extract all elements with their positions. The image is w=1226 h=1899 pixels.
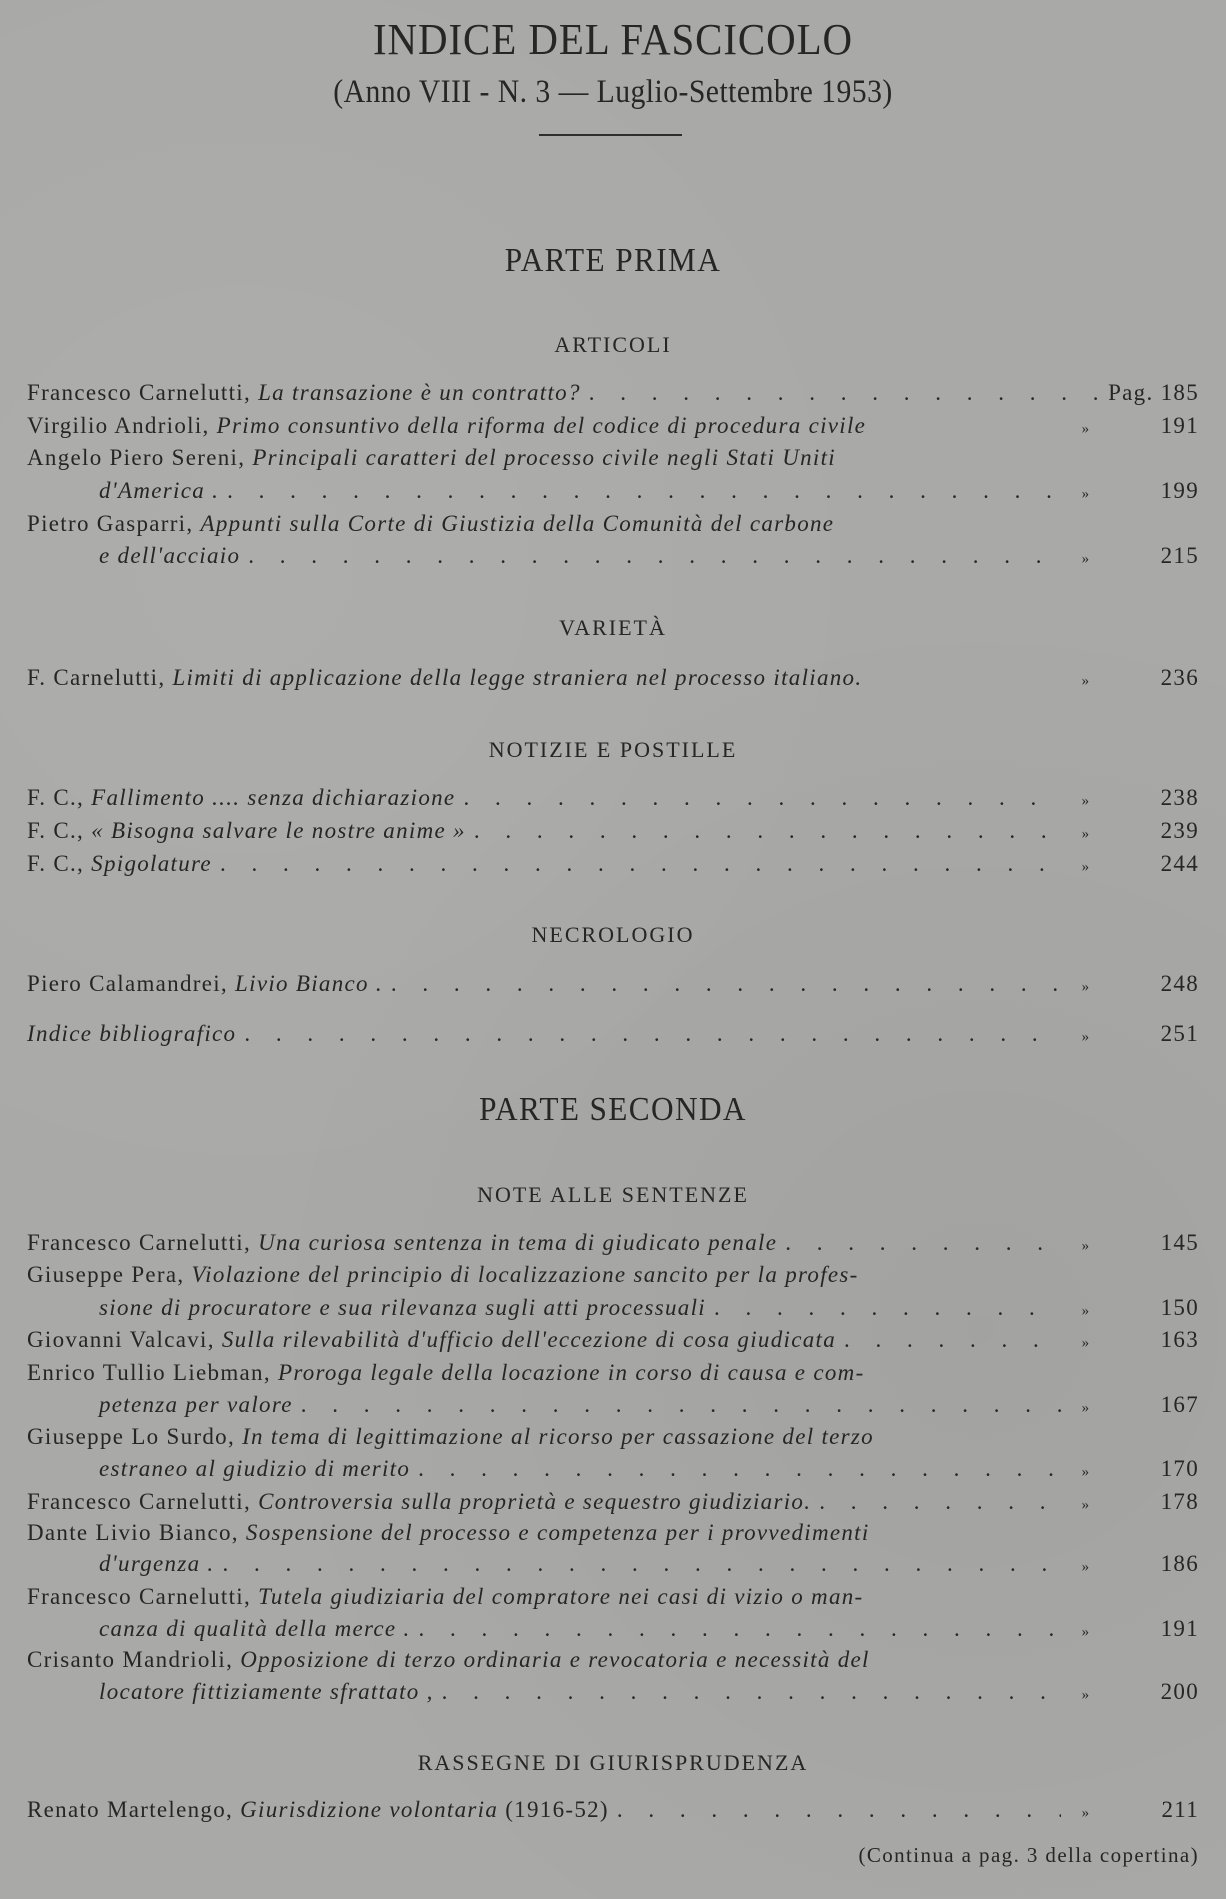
ditto-mark: » <box>1081 1303 1091 1319</box>
ditto-mark: » <box>1081 1559 1091 1575</box>
entry-author: Francesco Carnelutti, <box>27 380 252 405</box>
ditto-mark: » <box>1081 486 1091 502</box>
ditto-mark: » <box>1081 859 1091 875</box>
entry-author: Francesco Carnelutti, <box>27 1489 252 1514</box>
entry-page: 239 <box>1160 818 1199 843</box>
toc-entry-continuation <box>99 543 1199 573</box>
entry-author: Renato Martelengo, <box>27 1797 234 1822</box>
entry-title: Opposizione di terzo ordinaria e revocatoria e necessità del <box>240 1647 870 1672</box>
section-notizie-heading: NOTIZIE E POSTILLE <box>488 737 738 762</box>
entry-title: Primo consuntivo della riforma del codice di procedura civile <box>216 413 867 438</box>
ditto-mark: » <box>1081 1805 1091 1821</box>
toc-entry <box>27 1424 1060 1454</box>
entry-title: Tutela giudiziaria del compratore nei casi di vizio o man- <box>258 1584 864 1609</box>
entry-title: Violazione del principio di localizzazione sancito per la profes- <box>191 1262 859 1287</box>
entry-title-cont: petenza per valore <box>99 1392 293 1417</box>
entry-author: Angelo Piero Sereni, <box>27 445 246 470</box>
entry-author: Giuseppe Pera, <box>27 1262 185 1287</box>
dot-leader <box>589 380 1108 406</box>
entry-title: In tema di legittimazione al ricorso per cassazione del terzo <box>242 1424 874 1449</box>
ditto-mark: » <box>1081 793 1091 809</box>
section-varieta-heading: VARIETÀ <box>559 615 667 640</box>
ditto-mark: » <box>1081 1624 1091 1640</box>
dot-leader <box>227 478 1061 504</box>
entry-title: « Bisogna salvare le nostre anime » <box>91 818 466 843</box>
entry-page: 167 <box>1160 1392 1199 1417</box>
toc-entry-continuation <box>99 1295 1199 1325</box>
ditto-mark: » <box>1081 979 1091 995</box>
toc-entry <box>27 818 1199 848</box>
toc-entry-continuation <box>99 1551 1199 1581</box>
entry-title: Proroga legale della locazione in corso di causa e com- <box>277 1360 865 1385</box>
toc-entry <box>27 1230 1199 1260</box>
entry-page: 199 <box>1160 478 1199 503</box>
entry-title: Livio Bianco . <box>235 971 383 996</box>
entry-author: Pietro Gasparri, <box>27 511 194 536</box>
entry-page: 191 <box>1160 1616 1199 1641</box>
dot-leader <box>819 1489 1061 1515</box>
dot-leader <box>442 1679 1061 1705</box>
dot-leader <box>222 1551 1061 1577</box>
entry-title: Una curiosa sentenza in tema di giudicato penale <box>258 1230 778 1255</box>
dot-leader <box>714 1295 1061 1321</box>
toc-entry <box>27 1489 1199 1519</box>
dot-leader <box>220 851 1061 877</box>
toc-entry-continuation <box>99 1616 1199 1646</box>
page-label: Pag. <box>1108 380 1154 405</box>
toc-entry <box>27 971 1199 1001</box>
entry-title: Sospensione del processo e competenza per i provvedimenti <box>245 1520 870 1545</box>
index-title: INDICE DEL FASCICOLO <box>372 15 854 64</box>
entry-title-cont: d'America . <box>99 478 220 503</box>
entry-page: 244 <box>1160 851 1199 876</box>
entry-title-cont: d'urgenza . <box>99 1551 215 1576</box>
ditto-mark: » <box>1081 1687 1091 1703</box>
entry-title-cont: sione di procuratore e sua rilevanza sugli atti processuali <box>99 1295 706 1320</box>
entry-title: La transazione è un contratto? <box>258 380 581 405</box>
entry-page: 236 <box>1160 665 1199 690</box>
entry-title-cont: e dell'acciaio <box>99 543 241 568</box>
dot-leader <box>419 1616 1061 1642</box>
entry-author: Piero Calamandrei, <box>27 971 228 996</box>
entry-author: F. C., <box>27 785 85 810</box>
toc-entry <box>27 1021 1199 1051</box>
entry-title: Sulla rilevabilità d'ufficio dell'eccezione di cosa giudicata <box>221 1327 837 1352</box>
toc-entry <box>27 1520 1060 1550</box>
toc-entry-continuation <box>99 1456 1199 1486</box>
toc-entry <box>27 665 1199 695</box>
entry-author: Enrico Tullio Liebman, <box>27 1360 271 1385</box>
toc-entry-continuation <box>99 478 1199 508</box>
title-rule <box>539 134 682 136</box>
toc-entry <box>27 511 1060 541</box>
entry-title: Principali caratteri del processo civile negli Stati Uniti <box>252 445 836 470</box>
dot-leader <box>301 1392 1061 1418</box>
section-note-heading: NOTE ALLE SENTENZE <box>477 1182 749 1207</box>
ditto-mark: » <box>1081 1400 1091 1416</box>
entry-title: Giurisdizione volontaria <box>240 1797 499 1822</box>
section-rassegne-heading: RASSEGNE DI GIURISPRUDENZA <box>417 1750 809 1775</box>
entry-title: Appunti sulla Corte di Giustizia della Comunità del carbone <box>200 511 835 536</box>
part-one-heading: PARTE PRIMA <box>504 242 722 279</box>
toc-entry <box>27 1584 1060 1614</box>
entry-title: Spigolature <box>91 851 212 876</box>
ditto-mark: » <box>1081 421 1091 437</box>
dot-leader <box>391 971 1061 997</box>
dot-leader <box>474 818 1061 844</box>
entry-author: Giuseppe Lo Surdo, <box>27 1424 236 1449</box>
entry-page: 163 <box>1160 1327 1199 1352</box>
entry-page: 178 <box>1160 1489 1199 1514</box>
ditto-mark: » <box>1081 826 1091 842</box>
entry-page: 215 <box>1160 543 1199 568</box>
ditto-mark: » <box>1081 673 1091 689</box>
entry-author: Crisanto Mandrioli, <box>27 1647 234 1672</box>
entry-page: 145 <box>1160 1230 1199 1255</box>
entry-title-cont: locatore fittiziamente sfrattato , <box>99 1679 434 1704</box>
section-necrologio-heading: NECROLOGIO <box>531 922 695 947</box>
toc-entry <box>27 1797 1199 1827</box>
section-articoli-heading: ARTICOLI <box>554 332 672 357</box>
ditto-mark: » <box>1081 551 1091 567</box>
entry-title: Limiti di applicazione della legge straniera nel processo italiano. <box>172 665 863 690</box>
entry-author: Dante Livio Bianco, <box>27 1520 239 1545</box>
ditto-mark: » <box>1081 1464 1091 1480</box>
part-two-heading: PARTE SECONDA <box>479 1091 747 1128</box>
entry-page: 191 <box>1160 413 1199 438</box>
entry-years: (1916-52) <box>505 1797 609 1822</box>
entry-page: 170 <box>1160 1456 1199 1481</box>
toc-entry <box>27 413 1199 443</box>
toc-entry <box>27 1327 1199 1357</box>
entry-page: 248 <box>1160 971 1199 996</box>
entry-title-cont: canza di qualità della merce . <box>99 1616 411 1641</box>
toc-entry <box>27 1360 1060 1390</box>
entry-author: Virgilio Andrioli, <box>27 413 210 438</box>
dot-leader <box>617 1797 1061 1823</box>
toc-entry <box>27 445 1060 475</box>
dot-leader <box>418 1456 1061 1482</box>
toc-entry <box>27 1262 1060 1292</box>
entry-page: 238 <box>1160 785 1199 810</box>
toc-entry-continuation <box>99 1392 1199 1422</box>
entry-author: Francesco Carnelutti, <box>27 1584 252 1609</box>
dot-leader <box>844 1327 1061 1353</box>
ditto-mark: » <box>1081 1497 1091 1513</box>
ditto-mark: » <box>1081 1238 1091 1254</box>
dot-leader <box>785 1230 1061 1256</box>
entry-author: F. C., <box>27 818 85 843</box>
entry-author: Giovanni Valcavi, <box>27 1327 215 1352</box>
entry-page: 186 <box>1160 1551 1199 1576</box>
entry-title-cont: estraneo al giudizio di merito <box>99 1456 411 1481</box>
toc-entry-continuation <box>99 1679 1199 1709</box>
toc-entry <box>27 1647 1060 1677</box>
ditto-mark: » <box>1081 1029 1091 1045</box>
entry-author: F. Carnelutti, <box>27 665 166 690</box>
toc-entry <box>27 785 1199 815</box>
dot-leader <box>248 543 1061 569</box>
toc-entry <box>27 380 1199 410</box>
entry-page: 150 <box>1160 1295 1199 1320</box>
entry-title: Fallimento .... senza dichiarazione <box>91 785 456 810</box>
entry-author: F. C., <box>27 851 85 876</box>
dot-leader <box>244 1021 1061 1047</box>
continued-note: (Continua a pag. 3 della copertina) <box>858 1843 1199 1867</box>
entry-page: 185 <box>1160 380 1199 405</box>
entry-page: 200 <box>1160 1679 1199 1704</box>
ditto-mark: » <box>1081 1335 1091 1351</box>
entry-author: Francesco Carnelutti, <box>27 1230 252 1255</box>
toc-entry <box>27 851 1199 881</box>
entry-page: 211 <box>1161 1797 1199 1822</box>
dot-leader <box>463 785 1061 811</box>
entry-title: Controversia sulla proprietà e sequestro giudiziario. <box>258 1489 812 1514</box>
entry-page: 251 <box>1160 1021 1199 1046</box>
issue-subtitle: (Anno VIII - N. 3 — Luglio-Settembre 1953) <box>333 74 893 110</box>
entry-title: Indice bibliografico <box>27 1021 237 1046</box>
